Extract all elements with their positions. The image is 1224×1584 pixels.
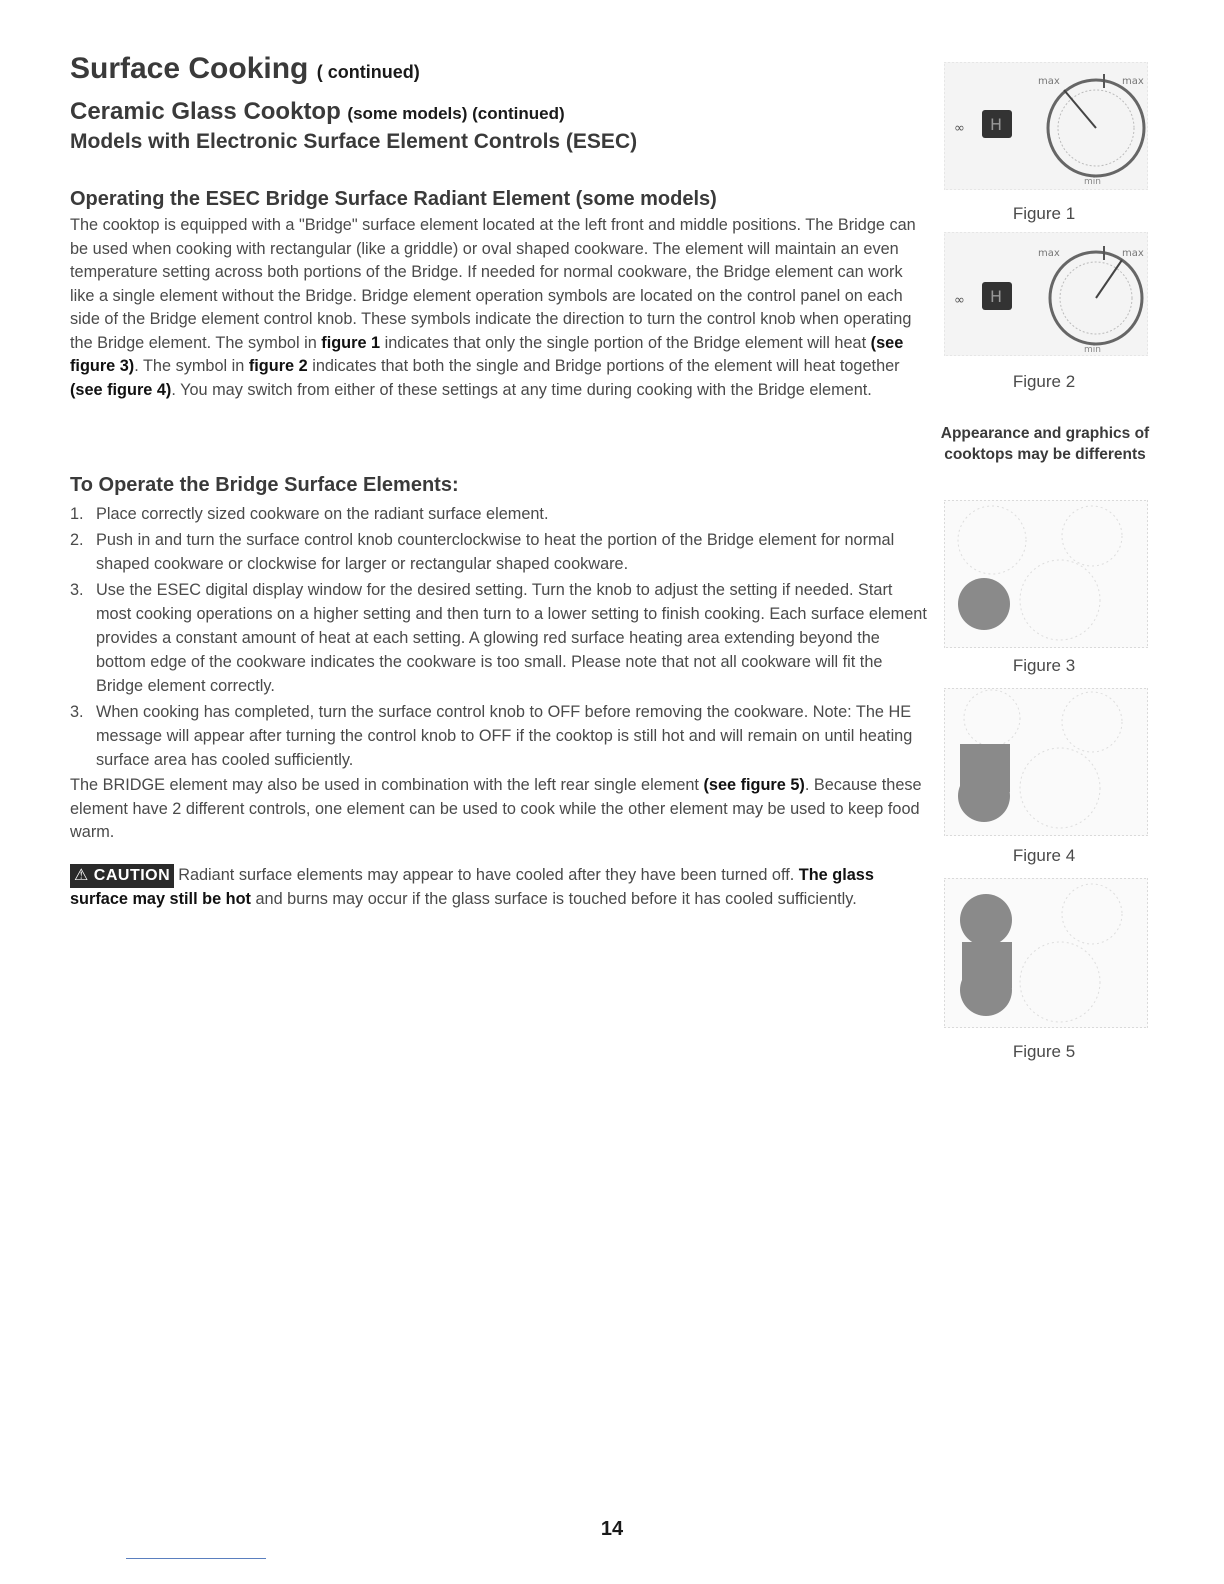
- page-subtitle-suffix: (some models) (continued): [347, 104, 565, 123]
- bridge-symbol-icon: ∞: [954, 293, 965, 308]
- figure-3-cooktop: [944, 500, 1148, 648]
- svg-text:max: max: [1038, 248, 1060, 259]
- text-run: . The symbol in: [134, 357, 249, 375]
- figure-1-knob: [944, 62, 1148, 190]
- list-item: [70, 528, 930, 576]
- step-text: Use the ESEC digital display window for the desired setting. Turn the knob to adjust the setting if needed. Start most cooking operations on a higher setting and then turn to a lower setting to finish cooking. Each surface element provides a constant amount of heat at each setting. A glowing red surface heating area extending beyond the bottom edge of the cookware indicates the cookware is too small. Please note that not all cookware will fit the Bridge element correctly.: [96, 581, 927, 695]
- step-text: When cooking has completed, turn the surface control knob to OFF before removing the cookware. Note: The HE message will appear after turning the control knob to OFF if the cooktop is still hot and will remain on until heating surface area has cooled sufficiently.: [96, 703, 913, 769]
- svg-text:H: H: [990, 115, 1003, 134]
- caution-paragraph: [70, 864, 930, 911]
- figure-5-cooktop: [944, 878, 1148, 1028]
- bridge-intro-paragraph: [70, 214, 930, 402]
- step-number: 2.: [70, 531, 84, 549]
- page-subheading: Models with Electronic Surface Element Controls (ESEC): [70, 130, 638, 153]
- knob-illustration: [944, 62, 1148, 190]
- figure-4-caption: Figure 4: [1012, 846, 1076, 865]
- page-title-text: Surface Cooking: [70, 52, 309, 85]
- figure-1-caption: Figure 1: [1012, 204, 1076, 223]
- step-text: Place correctly sized cookware on the radiant surface element.: [96, 505, 549, 523]
- figure-2-caption: Figure 2: [1012, 372, 1076, 391]
- step-number: 1.: [70, 505, 84, 523]
- text-run: indicates that only the single portion of the Bridge element will heat: [380, 333, 871, 352]
- text-run: . Because these element have 2 different controls, one element can be used to cook while the other element may be used to keep food warm.: [70, 776, 922, 841]
- steps-list: [70, 502, 930, 774]
- cooktop-illustration: [944, 688, 1148, 836]
- page-title: [70, 52, 420, 86]
- list-item: [70, 502, 930, 526]
- text-run: The BRIDGE element may also be used in combination with the left rear single element: [70, 776, 704, 794]
- svg-text:max: max: [1122, 248, 1144, 259]
- step-text: Push in and turn the surface control knob counterclockwise to heat the portion of the Bridge element for normal shaped cookware or clockwise for larger or rectangular shaped cookware.: [96, 531, 895, 573]
- bridge-symbol-icon: ∞: [954, 121, 965, 136]
- knob-illustration: [944, 232, 1148, 356]
- text-run-bold: figure 2: [248, 357, 308, 375]
- figure-3-caption: Figure 3: [1012, 656, 1076, 675]
- svg-text:min: min: [1084, 177, 1101, 187]
- text-run: and burns may occur if the glass surface is touched before it has cooled sufficiently.: [250, 889, 857, 908]
- figure-2-knob: [944, 232, 1148, 356]
- page-number: 14: [600, 1518, 624, 1540]
- footer-line: [126, 1558, 266, 1559]
- text-run: indicates that both the single and Bridge portions of the element will heat together: [307, 357, 900, 375]
- text-run-bold: (see figure 3): [70, 333, 904, 375]
- step-number: 3.: [70, 581, 84, 599]
- caution-badge-label: CAUTION: [93, 867, 171, 884]
- cooktop-illustration: [944, 878, 1148, 1028]
- combination-paragraph: [70, 774, 930, 845]
- cooktop-illustration: [944, 500, 1148, 648]
- appearance-note: Appearance and graphics of cooktops may be differents: [940, 425, 1150, 463]
- svg-text:max: max: [1038, 76, 1060, 87]
- text-run-bold: (see figure 5): [703, 776, 805, 794]
- svg-text:min: min: [1084, 345, 1101, 355]
- svg-text:H: H: [990, 287, 1003, 306]
- list-item: [70, 700, 930, 772]
- step-number: 3.: [70, 703, 84, 721]
- figure-5-caption: Figure 5: [1012, 1042, 1076, 1061]
- page-title-suffix: ( continued): [316, 62, 420, 82]
- figure-4-cooktop: [944, 688, 1148, 836]
- text-run-bold: figure 1: [321, 333, 381, 352]
- text-run-bold: The glass surface may still be hot: [70, 866, 874, 908]
- section-heading-operate-elements: To Operate the Bridge Surface Elements:: [70, 474, 459, 496]
- text-run: The cooktop is equipped with a "Bridge" surface element located at the left front and middle positions. The Bridge can be used when cooking with rectangular (like a griddle) or oval shaped cookware. The element will maintain an even temperature setting across both portions of the Bridge. If needed for normal cookware, the Bridge element can work like a single element without the Bridge. Bridge element operation symbols are located on the control panel on each side of the Bridge element control knob. These symbols indicate the direction to turn the control knob when operating the Bridge element. The symbol in: [70, 216, 916, 352]
- text-run: Radiant surface elements may appear to have cooled after they have been turned off.: [178, 866, 799, 884]
- svg-text:max: max: [1122, 76, 1144, 87]
- text-run: . You may switch from either of these settings at any time during cooking with the Bridge element.: [171, 380, 872, 399]
- caution-badge: ⚠ CAUTION: [70, 864, 174, 888]
- page-subtitle-text: Ceramic Glass Cooktop: [70, 98, 341, 125]
- page-subtitle: [70, 98, 565, 126]
- text-run-bold: (see figure 4): [70, 380, 172, 399]
- section-heading-operating-bridge: Operating the ESEC Bridge Surface Radiant Element (some models): [70, 188, 717, 210]
- list-item: [70, 578, 930, 698]
